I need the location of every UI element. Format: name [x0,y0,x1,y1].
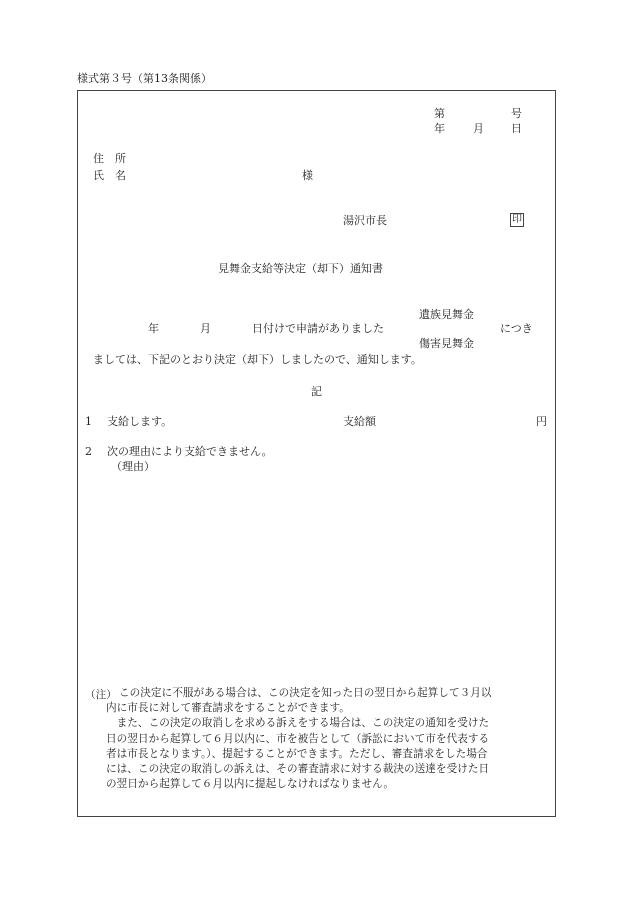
yen-label: 円 [536,415,547,428]
doc-number-prefix: 第 [434,107,445,120]
decision-sentence: ましては、下記のとおり決定（却下）しましたので、通知します。 [93,353,422,366]
item2-text: 次の理由により支給できません。 [107,445,273,458]
option-bereaved-allowance: 遺族見舞金 [419,308,474,321]
issuer-title: 湯沢市長 [343,214,387,227]
reason-label: （理由） [111,460,155,473]
body-month-label: 月 [200,322,211,335]
date-day-label: 日 [511,122,522,135]
item2-number: 2 [85,445,92,458]
item1-text: 支給します。 [107,415,173,428]
date-month-label: 月 [473,122,484,135]
ki-heading: 記 [311,385,322,398]
note-label: （注） [85,689,117,701]
option-injury-allowance: 傷害見舞金 [419,337,474,350]
note-line-6: には、この決定の取消しの訴えは、その審査請求に対する裁決の送達を受けた日 [106,763,490,775]
address-label: 住 所 [93,152,126,165]
note-line-7: の翌日から起算して６月以内に提起しなければなりません。 [106,778,395,791]
seal-mark: 印 [512,214,522,225]
body-year-label: 年 [148,322,159,335]
note-line-2: 内に市長に対して審査請求をすることができます。 [106,702,350,715]
note-line-4: 日の翌日から起算して６月以内に、市を被告として（訴訟において市を代表する [106,732,490,745]
note-line-5: 者は市長となります。）、提起することができます。ただし、審査請求をした場合 [106,747,488,760]
name-label: 氏 名 [93,169,126,182]
note-line-3: また、この決定の取消しを求める訴えをする場合は、この決定の通知を受けた [106,717,490,730]
amount-label: 支給額 [343,415,376,428]
application-text: 日付けで申請がありました [252,322,384,335]
form-number-label: 様式第３号（第13条関係） [77,72,212,85]
doc-number-suffix: 号 [511,107,522,120]
item1-number: 1 [85,415,92,428]
nitsuki-text: につき [500,322,533,335]
date-year-label: 年 [434,122,445,135]
note-line-1: この決定に不服がある場合は、この決定を知った日の翌日から起算して３月以 [119,687,492,699]
honorific-label: 様 [302,169,313,182]
document-title: 見舞金支給等決定（却下）通知書 [218,262,383,275]
